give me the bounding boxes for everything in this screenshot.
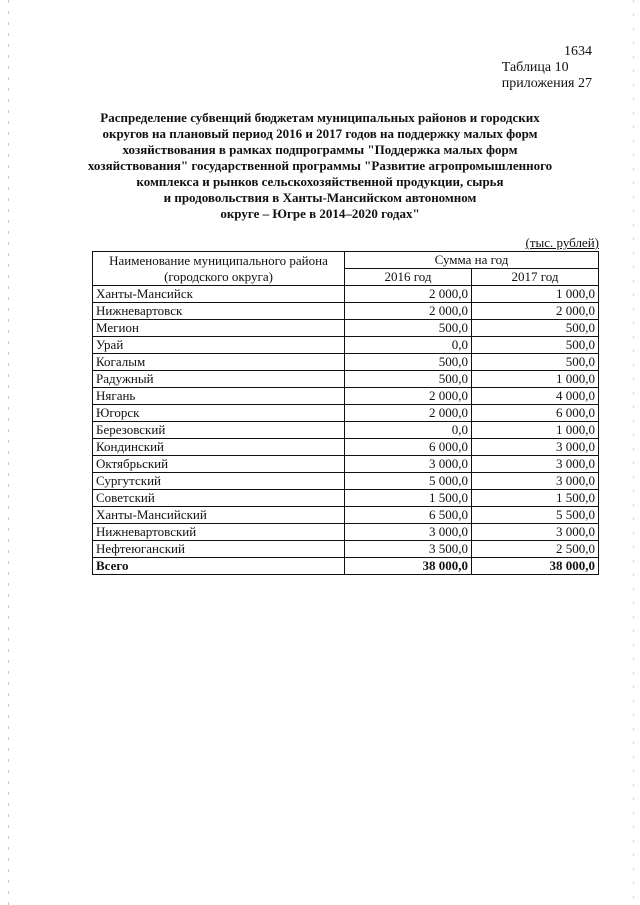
total-2017: 38 000,0: [472, 558, 599, 575]
total-row: [93, 558, 599, 575]
title-line: и продовольствия в Ханты-Мансийском автономном: [163, 190, 477, 205]
table-row: [93, 473, 599, 490]
value-2017: 3 000,0: [472, 473, 599, 490]
district-name: Нефтеюганский: [93, 541, 345, 558]
district-name: Кондинский: [93, 439, 345, 456]
district-name: Нягань: [93, 388, 345, 405]
value-2017: 1 000,0: [472, 286, 599, 303]
value-2017: 3 000,0: [472, 439, 599, 456]
title-line: хозяйствования в рамках подпрограммы "Поддержка малых форм: [122, 142, 518, 157]
table-row: [93, 405, 599, 422]
table-row: [93, 303, 599, 320]
value-2017: 1 500,0: [472, 490, 599, 507]
title-line: комплекса и рынков сельскохозяйственной продукции, сырья: [136, 174, 504, 189]
table-row: [93, 507, 599, 524]
subsidy-table: [92, 251, 599, 575]
value-2017: 1 000,0: [472, 422, 599, 439]
value-2016: 6 500,0: [345, 507, 472, 524]
district-name: Сургутский: [93, 473, 345, 490]
column-header-sum: Сумма на год: [345, 252, 599, 269]
scan-edge-right: [633, 0, 634, 905]
district-name: Радужный: [93, 371, 345, 388]
district-name: Югорск: [93, 405, 345, 422]
value-2017: 1 000,0: [472, 371, 599, 388]
table-row: [93, 371, 599, 388]
table-row: [93, 337, 599, 354]
value-2017: 3 000,0: [472, 524, 599, 541]
district-name: Ханты-Мансийский: [93, 507, 345, 524]
column-header-2016: 2016 год: [345, 269, 472, 286]
district-name: Нижневартовск: [93, 303, 345, 320]
column-header-name-line1: Наименование муниципального района: [109, 252, 328, 268]
title-line: хозяйствования" государственной программы "Развитие агропромышленного: [87, 158, 553, 173]
value-2016: 500,0: [345, 371, 472, 388]
district-name: Октябрьский: [93, 456, 345, 473]
document-title: [70, 110, 570, 222]
table-row: [93, 286, 599, 303]
district-name: Нижневартовский: [93, 524, 345, 541]
document-header: [502, 44, 592, 92]
value-2017: 2 500,0: [472, 541, 599, 558]
value-2017: 4 000,0: [472, 388, 599, 405]
value-2016: 2 000,0: [345, 388, 472, 405]
table-row: [93, 422, 599, 439]
title-line: Распределение субвенций бюджетам муниципальных районов и городских: [100, 110, 540, 125]
table-row: [93, 354, 599, 371]
column-header-name: [93, 252, 345, 286]
value-2017: 2 000,0: [472, 303, 599, 320]
title-line: округе – Югре в 2014–2020 годах": [220, 206, 420, 221]
value-2016: 500,0: [345, 320, 472, 337]
value-2016: 2 000,0: [345, 286, 472, 303]
title-line: округов на плановый период 2016 и 2017 годов на поддержку малых форм: [102, 126, 538, 141]
table-row: [93, 490, 599, 507]
value-2016: 0,0: [345, 422, 472, 439]
column-header-2017: 2017 год: [472, 269, 599, 286]
district-name: Урай: [93, 337, 345, 354]
table-row: [93, 541, 599, 558]
value-2017: 500,0: [472, 320, 599, 337]
value-2016: 3 000,0: [345, 456, 472, 473]
value-2016: 6 000,0: [345, 439, 472, 456]
district-name: Ханты-Мансийск: [93, 286, 345, 303]
value-2016: 500,0: [345, 354, 472, 371]
table-row: [93, 456, 599, 473]
value-2016: 5 000,0: [345, 473, 472, 490]
table-row: [93, 439, 599, 456]
total-2016: 38 000,0: [345, 558, 472, 575]
value-2016: 1 500,0: [345, 490, 472, 507]
value-2017: 5 500,0: [472, 507, 599, 524]
table-header-row: [93, 252, 599, 269]
total-label: Всего: [93, 558, 345, 575]
table-row: [93, 524, 599, 541]
value-2016: 0,0: [345, 337, 472, 354]
units-label: (тыс. рублей): [525, 235, 599, 250]
district-name: Когалым: [93, 354, 345, 371]
district-name: Березовский: [93, 422, 345, 439]
value-2016: 3 000,0: [345, 524, 472, 541]
table-row: [93, 320, 599, 337]
value-2017: 500,0: [472, 354, 599, 371]
appendix-label: приложения 27: [501, 76, 592, 91]
district-name: Советский: [93, 490, 345, 507]
value-2016: 2 000,0: [345, 405, 472, 422]
table-label: Таблица 10: [501, 60, 569, 75]
district-name: Мегион: [93, 320, 345, 337]
value-2017: 500,0: [472, 337, 599, 354]
scan-edge-left: [8, 0, 9, 905]
value-2016: 3 500,0: [345, 541, 472, 558]
value-2017: 3 000,0: [472, 456, 599, 473]
table-row: [93, 388, 599, 405]
column-header-name-line2: (городского округа): [164, 268, 273, 284]
page-number: 1634: [564, 44, 592, 59]
value-2016: 2 000,0: [345, 303, 472, 320]
value-2017: 6 000,0: [472, 405, 599, 422]
